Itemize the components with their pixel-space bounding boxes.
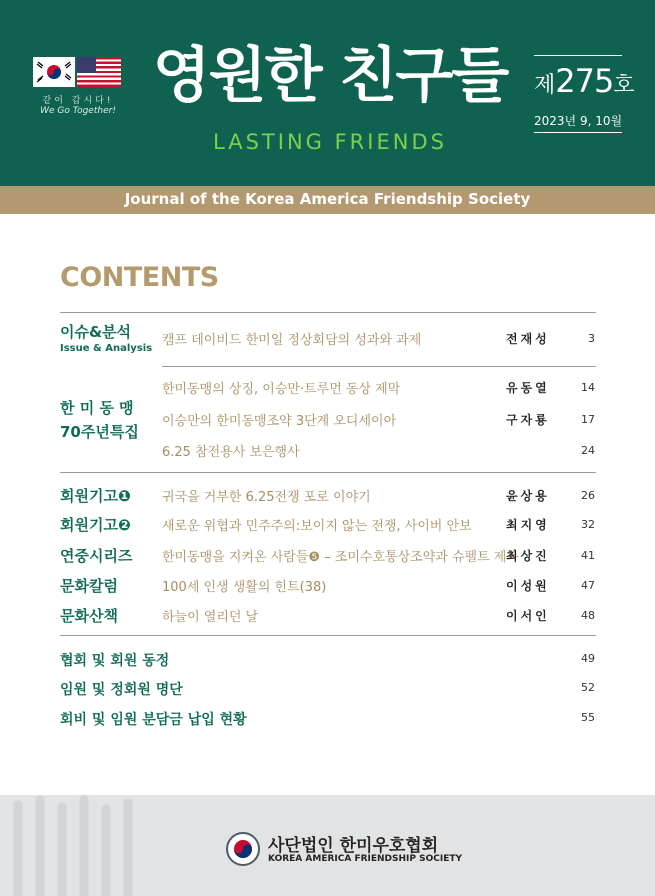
usa-flag-icon xyxy=(77,57,121,87)
toc-page: 24 xyxy=(581,444,595,457)
toc-item[interactable]: 한미동맹의 상징, 이승만·트루먼 동상 제막 xyxy=(162,382,401,397)
toc-item[interactable]: 귀국을 거부한 6.25전쟁 포로 이야기 xyxy=(162,490,371,505)
issue-suffix: 호 xyxy=(613,73,635,98)
section-special-line2: 70주년특집 xyxy=(60,423,139,441)
contents-heading: CONTENTS xyxy=(60,262,219,293)
section-member-contribution-1: 회원기고❶ xyxy=(60,487,131,505)
toc-page: 3 xyxy=(588,332,595,345)
toc-page: 32 xyxy=(581,518,595,531)
toc-item[interactable]: 캠프 데이비드 한미일 정상회담의 성과와 과제 xyxy=(162,333,422,348)
toc-misc-item[interactable]: 회비 및 임원 분담금 납입 현황 xyxy=(60,712,247,728)
divider xyxy=(60,312,596,313)
korea-flag-icon xyxy=(33,57,75,87)
toc-item[interactable]: 이승만의 한미동맹조약 3단계 오디세이아 xyxy=(162,414,397,429)
section-issue-analysis-en: Issue & Analysis xyxy=(60,343,153,354)
toc-author: 윤상용 xyxy=(506,489,550,503)
flags xyxy=(33,57,121,87)
toc-misc-item[interactable]: 협회 및 회원 동정 xyxy=(60,653,170,669)
magazine-title-korean: 영원한 친구들 xyxy=(152,41,508,111)
toc-item[interactable]: 6.25 참전용사 보은행사 xyxy=(162,445,300,460)
journal-name: Journal of the Korea America Friendship Society xyxy=(124,190,531,208)
toc-page: 17 xyxy=(581,413,595,426)
toc-page: 48 xyxy=(581,609,595,622)
divider xyxy=(60,472,596,473)
divider xyxy=(162,366,596,367)
toc-item[interactable]: 새로운 위협과 민주주의:보이지 않는 전쟁, 사이버 안보 xyxy=(162,519,472,534)
toc-item[interactable]: 100세 인생 생활의 힌트(38) xyxy=(162,580,327,595)
toc-item[interactable]: 한미동맹을 지켜온 사람들❺ – 조미수호통상조약과 슈펠트 제독 xyxy=(162,550,519,565)
toc-item[interactable]: 하늘이 열리던 날 xyxy=(162,610,259,625)
section-culture-column: 문화칼럼 xyxy=(60,577,118,595)
issue-number-value: 275 xyxy=(555,62,614,100)
toc-author: 최지영 xyxy=(506,518,550,532)
tagline-english: We Go Together! xyxy=(40,106,116,116)
society-name-english: KOREA AMERICA FRIENDSHIP SOCIETY xyxy=(268,854,463,864)
society-logo-icon xyxy=(226,832,260,866)
toc-page: 14 xyxy=(581,381,595,394)
toc-author: 유동열 xyxy=(506,381,550,395)
section-member-contribution-2: 회원기고❷ xyxy=(60,516,131,534)
section-culture-walk: 문화산책 xyxy=(60,607,118,625)
issue-date: 2023년 9, 10월 xyxy=(534,114,623,128)
toc-author: 구자룡 xyxy=(506,413,550,427)
toc-page: 47 xyxy=(581,579,595,592)
section-yearly-series: 연중시리즈 xyxy=(60,547,133,565)
toc-misc-item[interactable]: 임원 및 정회원 명단 xyxy=(60,682,183,698)
section-issue-analysis: 이슈&분석 xyxy=(60,323,132,341)
toc-page: 26 xyxy=(581,489,595,502)
toc-author: 이성원 xyxy=(506,579,550,593)
toc-page: 49 xyxy=(581,652,595,665)
issue-rule-bottom xyxy=(534,132,622,133)
issue-prefix: 제 xyxy=(534,73,556,98)
section-special-line1: 한 미 동 맹 xyxy=(60,399,134,417)
toc-author: 이서인 xyxy=(506,609,550,623)
society-name-korean: 사단법인 한미우호협회 xyxy=(268,836,439,856)
toc-page: 52 xyxy=(581,681,595,694)
toc-page: 41 xyxy=(581,549,595,562)
issue-rule-top xyxy=(534,55,622,56)
issue-number xyxy=(534,62,635,100)
magazine-title-english: LASTING FRIENDS xyxy=(213,130,447,154)
divider xyxy=(60,635,596,636)
tagline-korean: 같이 갑시다! xyxy=(42,96,114,106)
toc-page: 55 xyxy=(581,711,595,724)
toc-author: 최상진 xyxy=(506,549,550,563)
toc-author: 전재성 xyxy=(506,332,550,346)
